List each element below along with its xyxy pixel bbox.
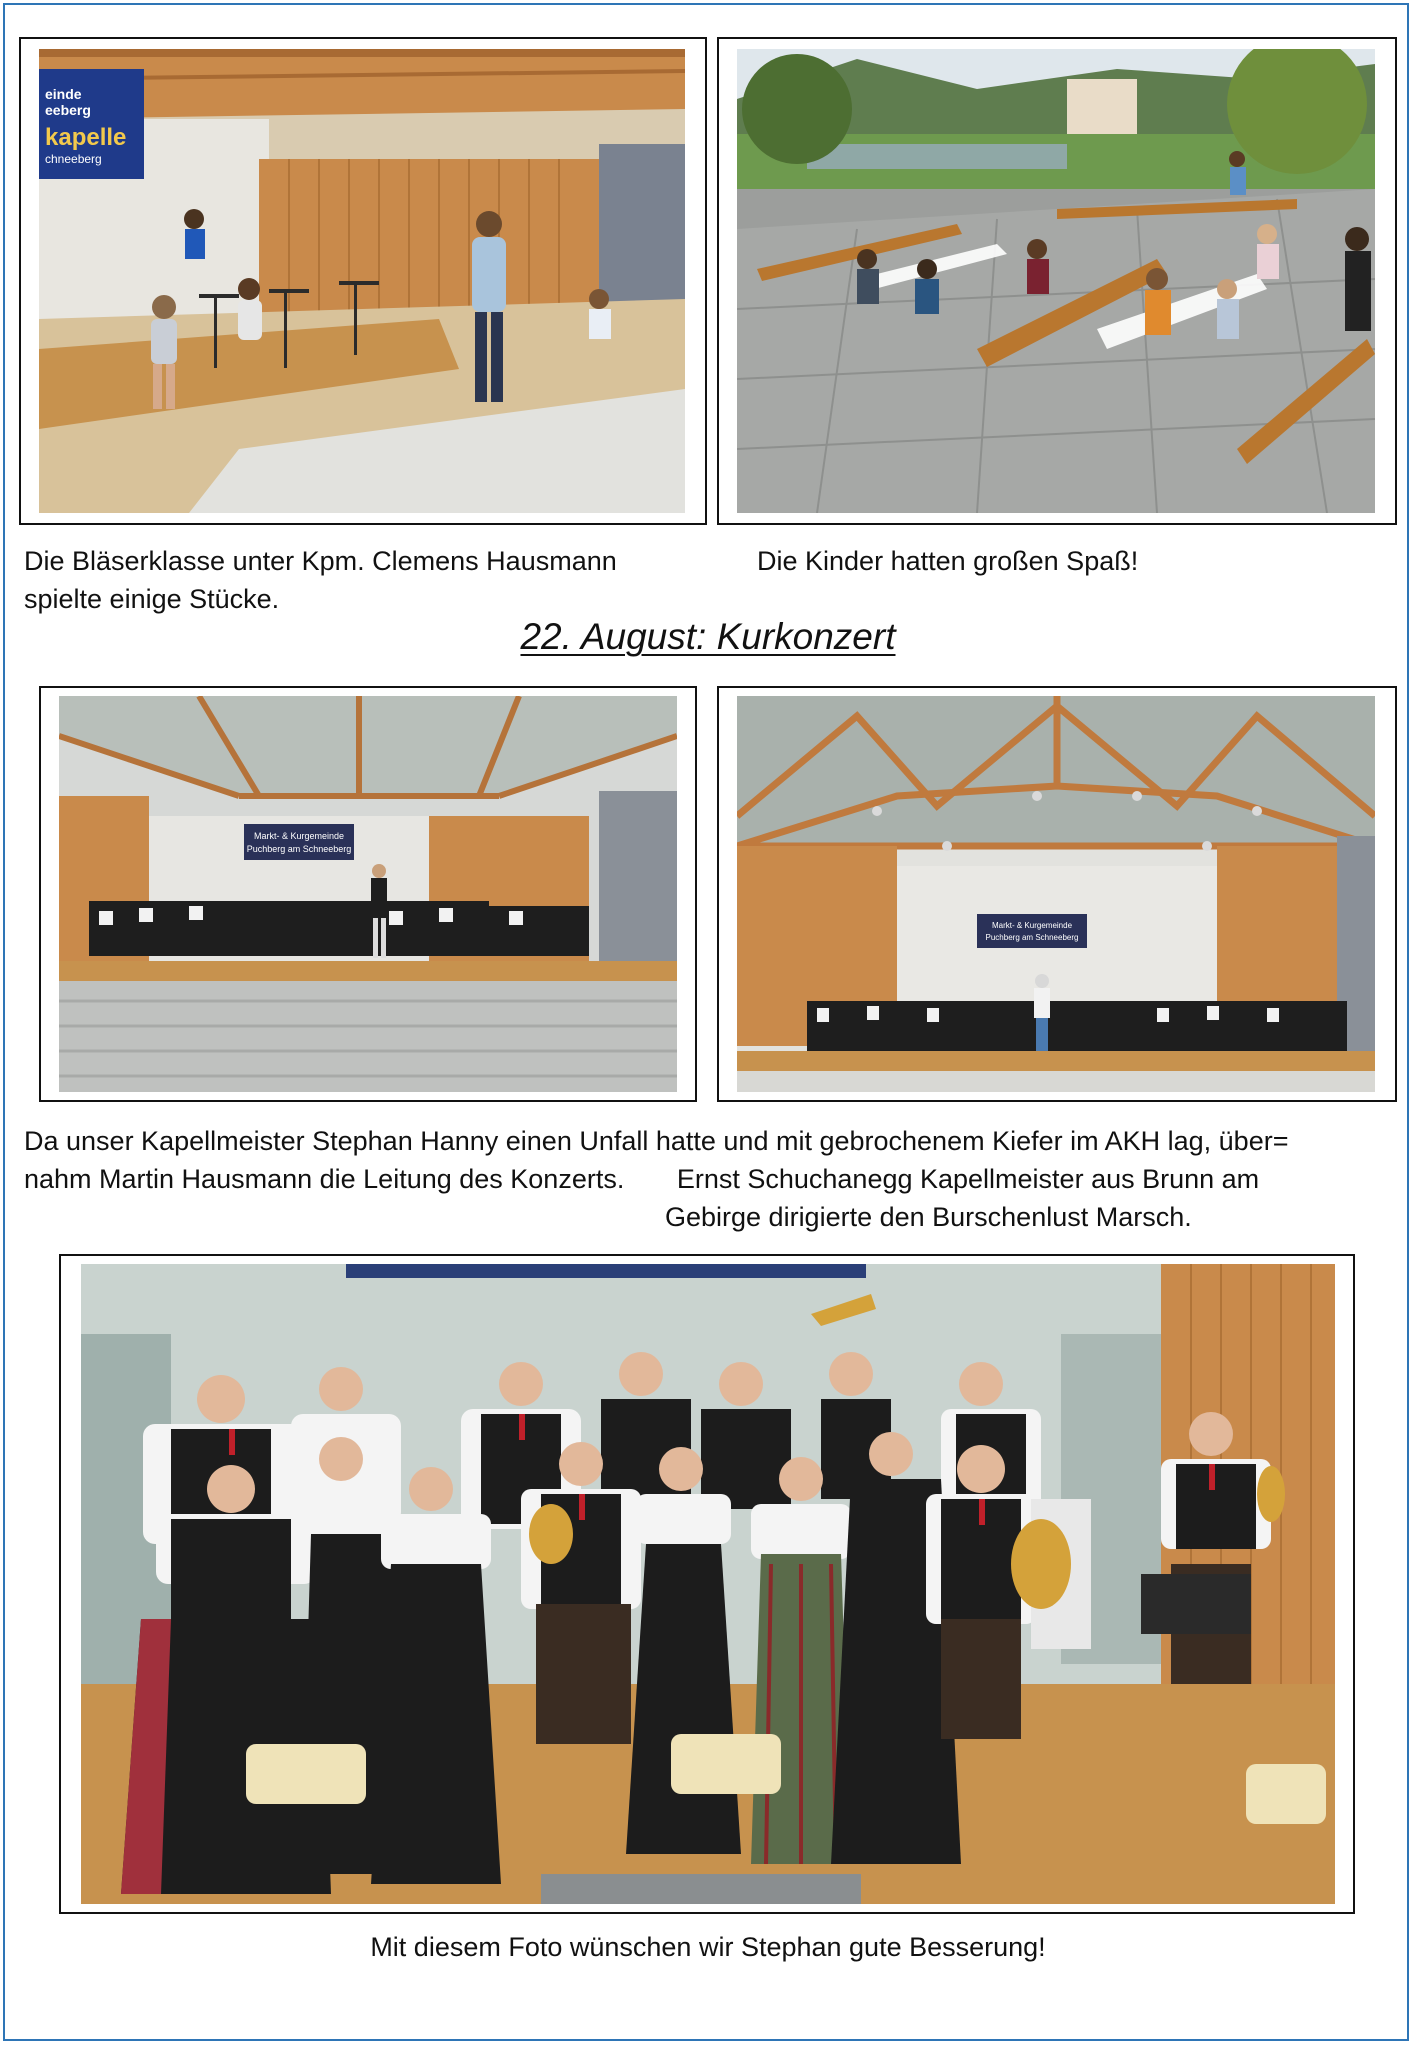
- caption-unfall-line1: Da unser Kapellmeister Stephan Hanny einen Unfall hatte und mit gebrochenem Kiefer im AKH lag, über=: [24, 1126, 1289, 1156]
- photo-frame-kinder: [717, 37, 1397, 525]
- caption-unfall-line2: nahm Martin Hausmann die Leitung des Konzerts. Ernst Schuchanegg Kapellmeister aus Brunn am: [24, 1164, 1260, 1194]
- banner-text-line3: kapelle: [45, 124, 127, 151]
- banner-text-line2: eeberg: [45, 102, 91, 118]
- caption-blaeserklasse-line2: spielte einige Stücke.: [24, 584, 280, 614]
- caption-kinder: Die Kinder hatten großen Spaß!: [757, 546, 1139, 576]
- banner-left-line1: Markt- & Kurgemeinde: [253, 831, 345, 841]
- photo-frame-blaeserklasse: [19, 37, 707, 525]
- caption-besserung: Mit diesem Foto wünschen wir Stephan gute Besserung!: [370, 1932, 1046, 1962]
- banner-right-line2: Puchberg am Schneeberg: [985, 933, 1079, 942]
- banner-text-line4: chneeberg: [45, 152, 102, 166]
- section-heading: [0, 616, 1416, 658]
- photo-frame-kurkonzert-left: [39, 686, 697, 1102]
- banner-right-line1: Markt- & Kurgemeinde: [991, 921, 1073, 930]
- caption-blaeserklasse-line1: Die Bläserklasse unter Kpm. Clemens Hausmann: [24, 546, 617, 576]
- photo-kurkonzert-left: [59, 696, 677, 1092]
- photo-kurkonzert-right: [737, 696, 1375, 1092]
- photo-frame-gruppenfoto: [59, 1254, 1355, 1914]
- banner-text-line1: einde: [45, 86, 82, 102]
- photo-blaeserklasse: [39, 49, 685, 513]
- caption-unfall-line3: Gebirge dirigierte den Burschenlust Marsch.: [665, 1202, 1192, 1232]
- photo-gruppenfoto: [81, 1264, 1335, 1904]
- banner-left-line2: Puchberg am Schneeberg: [246, 844, 352, 854]
- photo-kinder: [737, 49, 1375, 513]
- photo-frame-kurkonzert-right: [717, 686, 1397, 1102]
- section-heading-text: 22. August: Kurkonzert: [520, 616, 896, 657]
